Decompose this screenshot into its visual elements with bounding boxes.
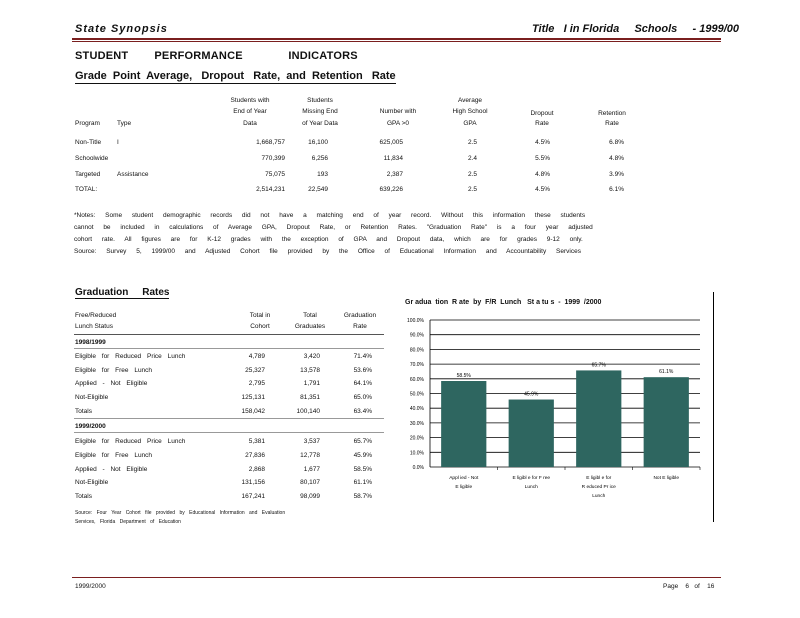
section-subtitle: Grade Point Average, Dropout Rate, and Retention Rate	[75, 70, 396, 82]
row-cohort: 25,327	[245, 367, 265, 374]
bar	[576, 370, 621, 467]
graduation-rate-chart	[400, 312, 715, 522]
group-label: 1998/1999	[75, 339, 106, 346]
col-header-rate-2: Rate	[353, 323, 367, 330]
row-cohort: 2,868	[248, 466, 265, 473]
col-header-lunch-2: Lunch Status	[75, 323, 113, 330]
row-number: 2,387	[386, 171, 403, 178]
x-category-label: E ligibl e for	[586, 476, 612, 481]
row-status: Applied - Not Eligible	[75, 466, 148, 473]
table-divider	[74, 334, 384, 335]
col-header-retention-1: Retention	[598, 110, 626, 117]
col-header-retention-2: Rate	[605, 120, 619, 127]
row-cohort: 167,241	[241, 493, 265, 500]
row-type: Assistance	[117, 171, 149, 178]
row-dropout: 5.5%	[535, 155, 550, 162]
row-status: Eligible for Free Lunch	[75, 367, 153, 374]
row-gpa: 2.5	[467, 171, 477, 178]
row-graduates: 81,351	[300, 394, 320, 401]
row-cohort: 125,131	[241, 394, 265, 401]
col-header-gpa-1: Average	[457, 97, 483, 104]
row-rate: 53.6%	[353, 367, 372, 374]
row-missing: 22,549	[308, 186, 328, 193]
y-tick-label: 100.0%	[407, 318, 424, 324]
row-rate: 58.5%	[353, 466, 372, 473]
group-label: 1999/2000	[75, 423, 106, 430]
row-rate: 65.7%	[353, 438, 372, 445]
graduation-title: Graduation Rates	[75, 287, 170, 298]
table-divider	[74, 348, 384, 349]
row-program: Schoolwide	[75, 155, 109, 162]
y-tick-label: 60.0%	[409, 376, 424, 383]
document-header-left: State Synopsis	[75, 23, 168, 35]
x-category-label: Lunch	[524, 485, 538, 490]
row-status: Totals	[75, 493, 92, 500]
row-status: Applied - Not Eligible	[75, 380, 148, 387]
row-cohort: 2,795	[248, 380, 265, 387]
row-status: Totals	[75, 408, 92, 415]
x-category-label: Not E ligible	[653, 476, 680, 481]
graduation-table	[0, 0, 400, 540]
col-header-dropout-2: Rate	[535, 120, 549, 127]
x-category-label: Lunch	[592, 494, 606, 499]
row-number: 625,005	[379, 139, 403, 146]
row-gpa: 2.4	[467, 155, 477, 162]
col-header-missing-2: Missing End	[302, 108, 338, 115]
row-eoy: 2,514,231	[256, 186, 285, 193]
y-tick-label: 80.0%	[409, 347, 424, 354]
col-header-number-1: Number with	[379, 108, 417, 115]
chart-title: Gr adua tion R ate by F/R Lunch St a tu s - 1999 /2000	[405, 299, 602, 306]
data-label: 45.9%	[524, 391, 539, 398]
data-label: 65.7%	[591, 362, 606, 369]
row-dropout: 4.5%	[535, 139, 550, 146]
col-header-dropout-1: Dropout	[530, 110, 554, 117]
row-status: Not-Eligible	[75, 479, 109, 486]
row-cohort: 131,156	[241, 479, 265, 486]
y-tick-label: 90.0%	[409, 332, 424, 339]
col-header-eoy-3: Data	[243, 120, 257, 127]
col-header-missing-3: of Year Data	[302, 120, 338, 127]
x-category-label: E ligibl e for F ree	[512, 476, 551, 481]
row-rate: 64.1%	[353, 380, 372, 387]
row-eoy: 1,668,757	[256, 139, 285, 146]
row-rate: 58.7%	[353, 493, 372, 500]
source-line: Source: Four Year Cohort file provided by Educational Information and Evaluation	[75, 510, 286, 516]
row-number: 639,226	[379, 186, 403, 193]
row-graduates: 98,099	[300, 493, 320, 500]
row-rate: 61.1%	[353, 479, 372, 486]
row-retention: 6.1%	[609, 186, 624, 193]
note-line: cohort rate. All figures are for K-12 grades with the exception of GPA and Dropout data, which are for grades 9-12 only.	[74, 236, 583, 243]
col-header-rate-1: Graduation	[343, 312, 377, 319]
col-header-graduates-1: Total	[303, 312, 317, 319]
section-title: STUDENT PERFORMANCE INDICATORS	[75, 50, 358, 62]
row-status: Eligible for Free Lunch	[75, 452, 153, 459]
row-graduates: 80,107	[300, 479, 320, 486]
row-status: Not-Eligible	[75, 394, 109, 401]
bar	[644, 377, 689, 467]
y-tick-label: 70.0%	[409, 362, 424, 369]
data-label: 61.1%	[659, 369, 674, 376]
row-missing: 6,256	[311, 155, 328, 162]
col-header-cohort-2: Cohort	[250, 323, 270, 330]
col-header-number-2: GPA >0	[386, 120, 410, 127]
row-graduates: 100,140	[296, 408, 320, 415]
y-tick-label: 20.0%	[409, 435, 424, 442]
row-cohort: 5,381	[248, 438, 265, 445]
row-cohort: 4,789	[248, 353, 265, 360]
table-divider	[74, 432, 384, 433]
x-category-label: R educed Pr ice	[581, 485, 616, 490]
row-status: Eligible for Reduced Price Lunch	[75, 438, 186, 445]
x-category-label: E ligible	[455, 485, 473, 490]
x-category-label: Appl ied - Not	[449, 476, 479, 481]
col-header-gpa-2: High School	[452, 108, 488, 115]
col-header-eoy-1: Students with	[230, 97, 270, 104]
row-retention: 6.8%	[609, 139, 624, 146]
row-missing: 193	[317, 171, 328, 178]
page-number: Page 6 of 16	[663, 583, 715, 590]
row-eoy: 75,075	[265, 171, 285, 178]
row-graduates: 1,677	[303, 466, 320, 473]
row-graduates: 3,420	[303, 353, 320, 360]
y-tick-label: 40.0%	[409, 406, 424, 413]
col-header-missing-1: Students	[307, 97, 333, 104]
row-graduates: 12,778	[300, 452, 320, 459]
row-rate: 71.4%	[353, 353, 372, 360]
col-header-gpa-3: GPA	[463, 120, 477, 127]
note-line: Source: Survey 5, 1999/00 and Adjusted Cohort file provided by the Office of Educational Information and Accountability Services	[74, 248, 581, 255]
row-missing: 16,100	[308, 139, 328, 146]
col-header-cohort-1: Total in	[249, 312, 271, 319]
row-cohort: 158,042	[241, 408, 265, 415]
row-graduates: 13,578	[300, 367, 320, 374]
col-header-eoy-2: End of Year	[233, 108, 267, 115]
row-cohort: 27,836	[245, 452, 265, 459]
footer-rule	[72, 577, 721, 578]
source-line: Services, Florida Department of Education	[75, 519, 181, 525]
y-tick-label: 50.0%	[409, 391, 424, 398]
row-graduates: 3,537	[303, 438, 320, 445]
y-tick-label: 10.0%	[409, 450, 424, 457]
data-label: 58.5%	[456, 373, 471, 380]
bar	[509, 400, 554, 467]
row-number: 11,834	[383, 155, 403, 162]
row-retention: 3.9%	[609, 171, 624, 178]
col-header-graduates-2: Graduates	[294, 323, 326, 330]
row-status: Eligible for Reduced Price Lunch	[75, 353, 186, 360]
note-line: cannot be included in calculations of Average GPA, Dropout Rate, or Retention Rates. "Graduation Rate" is a four year adjusted	[74, 224, 593, 231]
bar	[441, 381, 486, 467]
row-dropout: 4.8%	[535, 171, 550, 178]
col-header-program: Program	[75, 120, 100, 127]
col-header-type: Type	[117, 120, 132, 127]
row-type: I	[117, 139, 119, 146]
row-dropout: 4.5%	[535, 186, 550, 193]
row-program: TOTAL:	[75, 186, 98, 193]
y-tick-label: 30.0%	[409, 420, 424, 427]
row-gpa: 2.5	[467, 139, 477, 146]
row-program: Non-Title	[75, 139, 102, 146]
row-rate: 63.4%	[353, 408, 372, 415]
row-graduates: 1,791	[303, 380, 320, 387]
note-line: *Notes: Some student demographic records did not have a matching end of year record. Without this information these students	[74, 212, 586, 219]
table-divider	[74, 418, 384, 419]
col-header-lunch-1: Free/Reduced	[75, 312, 117, 319]
row-gpa: 2.5	[467, 186, 477, 193]
row-rate: 45.9%	[353, 452, 372, 459]
row-eoy: 770,399	[261, 155, 285, 162]
footer-left: 1999/2000	[75, 583, 106, 590]
row-program: Targeted	[75, 171, 101, 178]
row-rate: 65.0%	[353, 394, 372, 401]
document-header-right: Title I in Florida Schools - 1999/00	[532, 23, 740, 35]
y-tick-label: 0.0%	[412, 465, 424, 471]
row-retention: 4.8%	[609, 155, 624, 162]
